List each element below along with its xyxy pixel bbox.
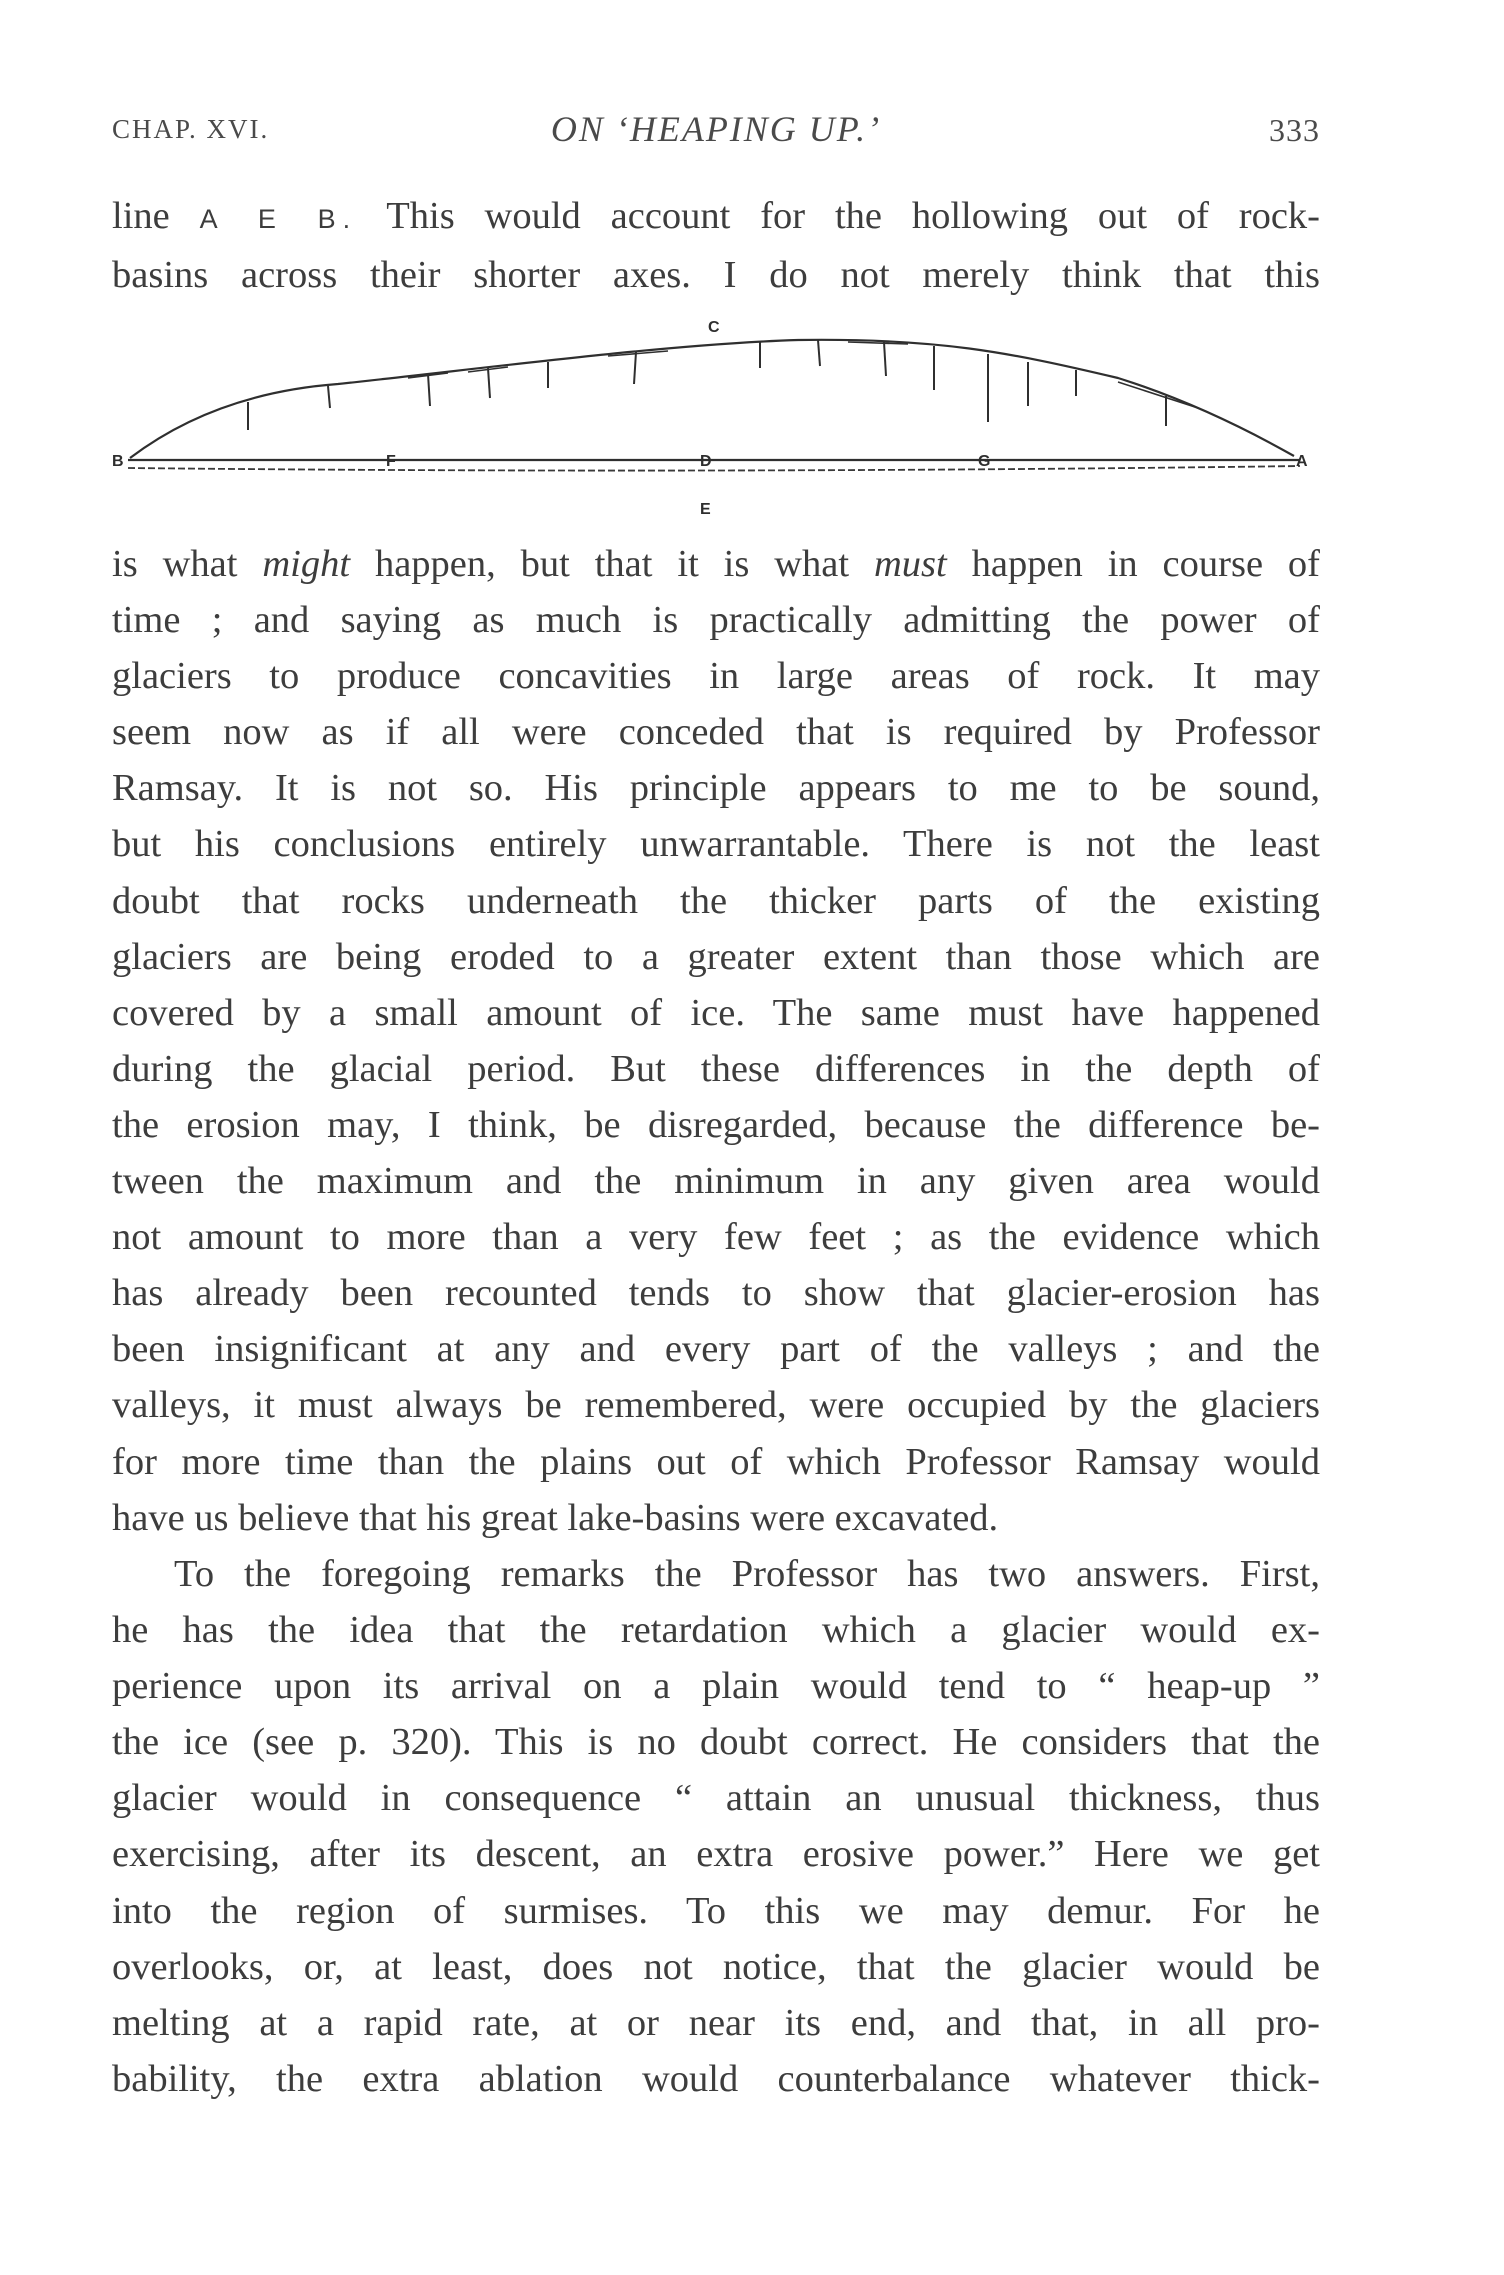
- text-line: is what might happen, but that it is what must happen in course of: [112, 543, 1320, 585]
- glacier-diagram-svg: [108, 318, 1324, 530]
- emphasis-must: must: [873, 543, 947, 585]
- text-line: the ice (see p. 320). This is no doubt correct. He considers that the: [112, 1721, 1320, 1764]
- text-line: basins across their shorter axes. I do not merely think that this: [112, 254, 1320, 297]
- line-label: A E B.: [199, 204, 358, 234]
- text-line: To the foregoing remarks the Professor has two answers. First,: [174, 1553, 1320, 1595]
- text-line: glaciers are being eroded to a greater extent than those which are: [112, 935, 1320, 978]
- tick-cap: [1118, 382, 1198, 408]
- point-label-e: E: [700, 501, 711, 518]
- text-line: not amount to more than a very few feet ; as the evidence which: [112, 1216, 1320, 1259]
- text-line: bability, the extra ablation would counterbalance whatever thick-: [112, 2057, 1320, 2100]
- text-line: doubt that rocks underneath the thicker parts of the existing: [112, 879, 1320, 922]
- crevasse-ticks: [248, 340, 1166, 430]
- text-line: overlooks, or, at least, does not notice, that the glacier would be: [112, 1945, 1320, 1988]
- running-header: [112, 108, 1320, 152]
- text-line: has already been recounted tends to show that glacier-erosion has: [112, 1272, 1320, 1315]
- text-line: covered by a small amount of ice. The same must have happened: [112, 991, 1320, 1034]
- text-line: line A E B. This would account for the hollowing out of rock-: [112, 195, 1321, 237]
- chapter-label: CHAP. XVI.: [112, 114, 270, 144]
- text-line: the erosion may, I think, be disregarded, because the difference be-: [112, 1103, 1320, 1146]
- text-line: he has the idea that the retardation which a glacier would ex-: [112, 1609, 1320, 1652]
- paragraph-main: [112, 536, 1320, 1546]
- point-label-d: D: [700, 453, 712, 470]
- point-label-f: F: [386, 453, 396, 470]
- emphasis-might: might: [262, 543, 351, 585]
- glacier-diagram: [108, 318, 1324, 530]
- text-line: glaciers to produce concavities in large areas of rock. It may: [112, 655, 1320, 698]
- text-line: but his conclusions entirely unwarrantable. There is not the least: [112, 823, 1320, 866]
- text-line: have us believe that his great lake-basins were excavated.: [112, 1496, 999, 1539]
- crevasse-tick: [884, 342, 886, 376]
- page-number: 333: [1269, 112, 1320, 148]
- text-line: into the region of surmises. To this we may demur. For he: [112, 1889, 1320, 1932]
- text-line: during the glacial period. But these differences in the depth of: [112, 1047, 1320, 1090]
- crevasse-tick: [428, 374, 430, 406]
- crevasse-tick: [634, 352, 636, 384]
- crevasse-tick: [328, 386, 330, 408]
- text-line: tween the maximum and the minimum in any given area would: [112, 1160, 1320, 1203]
- point-label-c-top: C: [708, 319, 720, 336]
- rock-floor-curve: [128, 466, 1300, 471]
- text-line: valleys, it must always be remembered, were occupied by the glaciers: [112, 1384, 1320, 1427]
- paragraph-answers: [112, 1546, 1320, 2107]
- text-line: been insignificant at any and every part of the valleys ; and the: [112, 1328, 1320, 1371]
- paragraph-opening: [112, 188, 1320, 303]
- text-line: melting at a rapid rate, at or near its end, and that, in all pro-: [112, 2001, 1320, 2044]
- text-line: perience upon its arrival on a plain would tend to “ heap-up ”: [112, 1665, 1320, 1708]
- text-line: Ramsay. It is not so. His principle appears to me to be sound,: [112, 767, 1320, 810]
- crevasse-tick: [818, 340, 820, 366]
- text-line: glacier would in consequence “ attain an unusual thickness, thus: [112, 1777, 1320, 1820]
- text-line: seem now as if all were conceded that is required by Professor: [112, 711, 1320, 754]
- tick-caps: [408, 342, 1198, 408]
- text-line: time ; and saying as much is practically admitting the power of: [112, 599, 1320, 642]
- crevasse-tick: [488, 368, 490, 398]
- glacier-surface: [130, 340, 1294, 458]
- text-line: exercising, after its descent, an extra erosive power.” Here we get: [112, 1833, 1320, 1876]
- point-label-a: A: [1296, 453, 1308, 470]
- running-title: ON ‘HEAPING UP.’: [550, 109, 882, 149]
- text-line: for more time than the plains out of which Professor Ramsay would: [112, 1440, 1320, 1483]
- point-label-b: B: [112, 453, 124, 470]
- point-label-g: G: [978, 453, 991, 470]
